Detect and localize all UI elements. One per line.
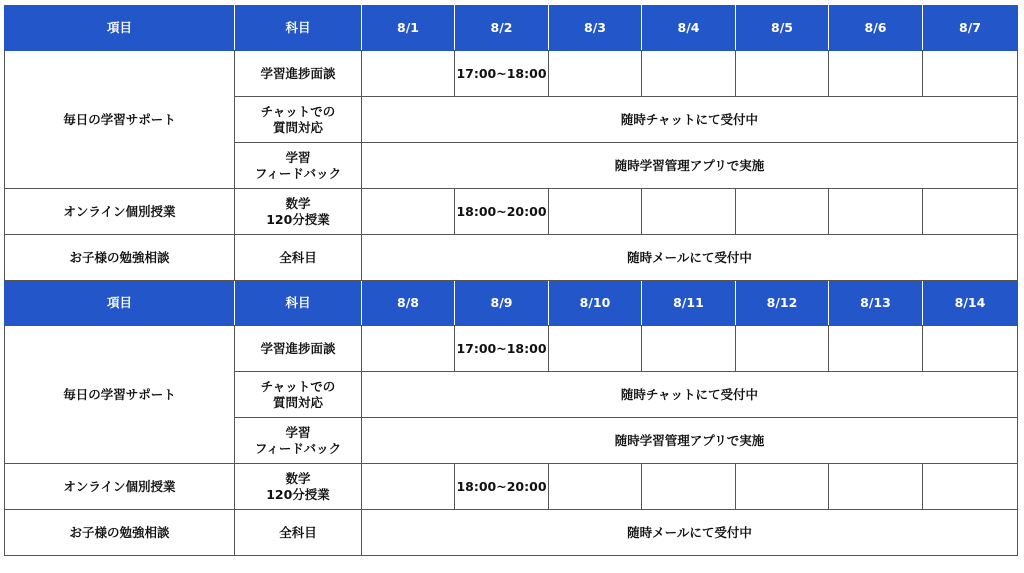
schedule-cell bbox=[549, 326, 642, 372]
header-date: 8/4 bbox=[642, 6, 736, 51]
header-date: 8/12 bbox=[736, 281, 829, 326]
schedule-cell bbox=[642, 51, 736, 97]
schedule-cell bbox=[362, 189, 455, 235]
header-item: 項目 bbox=[5, 6, 235, 51]
subject-math-class: 数学 120分授業 bbox=[235, 189, 362, 235]
schedule-cell bbox=[642, 464, 736, 510]
schedule-cell bbox=[736, 51, 829, 97]
table-row bbox=[5, 189, 1018, 235]
table-row bbox=[5, 464, 1018, 510]
subject-chat-questions: チャットでの 質問対応 bbox=[235, 97, 362, 143]
header-date: 8/10 bbox=[549, 281, 642, 326]
schedule-cell bbox=[736, 326, 829, 372]
consult-note: 随時メールにて受付中 bbox=[362, 510, 1018, 556]
header-subject: 科目 bbox=[235, 281, 362, 326]
chat-note: 随時チャットにて受付中 bbox=[362, 372, 1018, 418]
chat-note: 随時チャットにて受付中 bbox=[362, 97, 1018, 143]
header-date: 8/3 bbox=[549, 6, 642, 51]
header-row bbox=[5, 281, 1018, 326]
category-daily-support: 毎日の学習サポート bbox=[5, 51, 235, 189]
category-child-consult: お子様の勉強相談 bbox=[5, 510, 235, 556]
feedback-note: 随時学習管理アプリで実施 bbox=[362, 143, 1018, 189]
schedule-cell-time: 17:00~18:00 bbox=[455, 326, 549, 372]
consult-note: 随時メールにて受付中 bbox=[362, 235, 1018, 281]
table-row bbox=[5, 51, 1018, 97]
schedule-cell bbox=[549, 464, 642, 510]
schedule-cell bbox=[829, 189, 923, 235]
subject-feedback: 学習 フィードバック bbox=[235, 418, 362, 464]
table-row bbox=[5, 235, 1018, 281]
category-online-class: オンライン個別授業 bbox=[5, 464, 235, 510]
schedule-cell-time: 18:00~20:00 bbox=[455, 189, 549, 235]
category-daily-support: 毎日の学習サポート bbox=[5, 326, 235, 464]
category-child-consult: お子様の勉強相談 bbox=[5, 235, 235, 281]
header-date: 8/6 bbox=[829, 6, 923, 51]
schedule-cell-time: 18:00~20:00 bbox=[455, 464, 549, 510]
schedule-cell-time: 17:00~18:00 bbox=[455, 51, 549, 97]
subject-all-subjects: 全科目 bbox=[235, 235, 362, 281]
schedule-cell bbox=[923, 51, 1018, 97]
schedule-table bbox=[4, 5, 1018, 556]
header-date: 8/8 bbox=[362, 281, 455, 326]
category-online-class: オンライン個別授業 bbox=[5, 189, 235, 235]
header-date: 8/7 bbox=[923, 6, 1018, 51]
schedule-cell bbox=[642, 189, 736, 235]
schedule-cell bbox=[923, 464, 1018, 510]
header-date: 8/2 bbox=[455, 6, 549, 51]
header-date: 8/5 bbox=[736, 6, 829, 51]
schedule-cell bbox=[642, 326, 736, 372]
header-date: 8/1 bbox=[362, 6, 455, 51]
schedule-cell bbox=[829, 51, 923, 97]
header-item: 項目 bbox=[5, 281, 235, 326]
header-subject: 科目 bbox=[235, 6, 362, 51]
header-date: 8/13 bbox=[829, 281, 923, 326]
schedule-cell bbox=[829, 464, 923, 510]
header-row bbox=[5, 6, 1018, 51]
schedule-cell bbox=[549, 189, 642, 235]
schedule-cell bbox=[923, 189, 1018, 235]
schedule-cell bbox=[736, 189, 829, 235]
subject-all-subjects: 全科目 bbox=[235, 510, 362, 556]
header-date: 8/11 bbox=[642, 281, 736, 326]
subject-progress-meeting: 学習進捗面談 bbox=[235, 51, 362, 97]
subject-chat-questions: チャットでの 質問対応 bbox=[235, 372, 362, 418]
schedule-cell bbox=[362, 464, 455, 510]
schedule-cell bbox=[829, 326, 923, 372]
subject-math-class: 数学 120分授業 bbox=[235, 464, 362, 510]
feedback-note: 随時学習管理アプリで実施 bbox=[362, 418, 1018, 464]
table-row bbox=[5, 326, 1018, 372]
header-date: 8/14 bbox=[923, 281, 1018, 326]
schedule-cell bbox=[923, 326, 1018, 372]
schedule-cell bbox=[736, 464, 829, 510]
schedule-cell bbox=[362, 51, 455, 97]
header-date: 8/9 bbox=[455, 281, 549, 326]
schedule-cell bbox=[549, 51, 642, 97]
subject-progress-meeting: 学習進捗面談 bbox=[235, 326, 362, 372]
subject-feedback: 学習 フィードバック bbox=[235, 143, 362, 189]
table-row bbox=[5, 510, 1018, 556]
schedule-cell bbox=[362, 326, 455, 372]
